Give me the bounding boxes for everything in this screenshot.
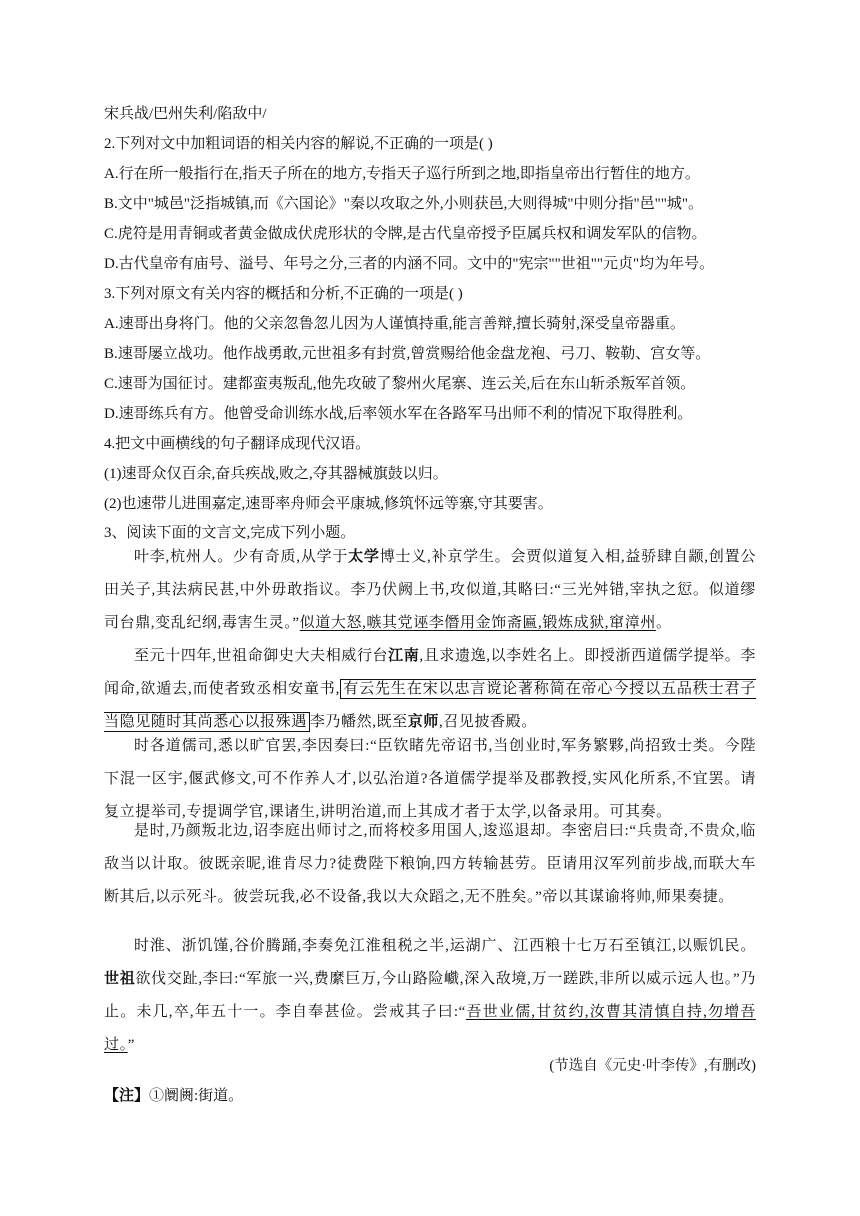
- text-run: ”: [127, 1037, 135, 1053]
- bold-term-shizu: 世祖: [104, 971, 136, 987]
- underlined-sentence-2: 吾世业儒,甘贫约,汝曹其清慎自持,勿增吾过。: [104, 1004, 756, 1053]
- question-3-option-d: D.速哥练兵有方。他曾受命训练水战,后率领水军在各路军马出师不利的情况下取得胜利。: [104, 406, 693, 422]
- passage-paragraph-2: [104, 640, 756, 739]
- question-4-item-2: (2)也速带儿进围嘉定,速哥率舟师会平康城,修筑怀远等寨,守其要害。: [104, 496, 553, 512]
- question-2-option-d: D.古代皇帝有庙号、溢号、年号之分,三者的内涵不同。文中的"宪宗""世祖""元贞"均为年号。: [104, 256, 715, 272]
- annotation-note: [104, 1086, 243, 1106]
- question-4-stem: 4.把文中画横线的句子翻译成现代汉语。: [104, 436, 371, 452]
- passage-paragraph-5: [104, 930, 756, 1062]
- passage-paragraph-4: 是时,乃颜叛北边,诏李庭出师讨之,而将校多用国人,逡巡退却。李密启曰:“兵贵奇,不贵众,临敌当以计取。彼既亲昵,谁肯尽力?徒费陛下粮饷,四方转输甚劳。臣请用汉军列前步战,而联大车断其后,以示死斗。彼尝玩我,必不设备,我以大众蹈之,无不胜矣。”帝以其谋谕将帅,师果奏捷。: [104, 823, 756, 905]
- text-run: 博士义,补京学生。会贾似道复入相,益骄肆自颛,创置公田关子,其法病民甚,中外毋敢指议。李乃伏阙上书,攻似道,其略曰:“三光舛错,宰执之愆。似道缪司台鼎,变乱纪纲,毒害生灵。”: [104, 549, 756, 631]
- text-run: ,且求遗逸,以李姓名上。即授浙西道儒学提举。李闻命,欲遁去,而使者致丞相安童书,: [104, 648, 756, 697]
- boxed-sentence: 有云先生在宋以忠言谠论著称简在帝心今授以五品秩士君子当隐见随时其尚悉心以报殊遇: [104, 681, 756, 730]
- question-3-option-a: A.速哥出身将门。他的父亲忽鲁忽儿因为人谨慎持重,能言善辩,擅长骑射,深受皇帝器重。: [104, 316, 685, 332]
- text-run: 欲伐交趾,李曰:“军旅一兴,费縻巨万,今山路险巇,深入敌境,万一蹉跌,非所以威示远人也。”乃止。未几,卒,年五十一。李自奉甚俭。尝戒其子曰:“: [104, 971, 756, 1020]
- question-2-stem: 2.下列对文中加粗词语的相关内容的解说,不正确的一项是( ): [104, 136, 493, 152]
- text-run: 叶李,杭州人。少有奇质,从学于: [134, 549, 349, 565]
- underlined-sentence-1: 似道大怒,嗾其党诬李僭用金饰斋匾,锻炼成狱,窜漳州: [299, 615, 656, 631]
- question-3-option-b: B.速哥屡立战功。他作战勇敢,元世祖多有封赏,曾赏赐给他金盘龙袍、弓刀、鞍勒、宫女等。: [104, 346, 711, 362]
- passage-paragraph-3: 时各道儒司,悉以旷官罢,李因奏曰:“臣钦睹先帝诏书,当创业时,军务繁夥,尚招致士类。今陛下混一区宇,偃武修文,可不作养人才,以弘治道?各道儒学提举及郡教授,实风化所系,不宜罢。请复立提举司,专提调学官,课诸生,讲明治道,而上其成才者于太学,以备录用。可其奏。: [104, 738, 756, 820]
- note-label: 【注】: [104, 1088, 150, 1104]
- text-run: 李乃幡然,既至: [309, 714, 408, 730]
- section-3-heading: 3、阅读下面的文言文,完成下列小题。: [104, 525, 356, 541]
- answer-fragment-line: 宋兵战/巴州失利/陷敌中/: [104, 106, 267, 122]
- question-2-option-b: B.文中"城邑"泛指城镇,而《六国论》"秦以攻取之外,小则获邑,大则得城"中则分指"邑""城"。: [104, 196, 703, 212]
- text-run: 时淮、浙饥馑,谷价腾踊,李奏免江淮租税之半,运湖广、江西粮十七万石至镇江,以赈饥民。: [134, 938, 756, 954]
- bold-term-jingshi: 京师: [407, 714, 439, 730]
- note-text: ①阛阓:街道。: [149, 1088, 244, 1104]
- question-3-option-c: C.速哥为国征讨。建都蛮夷叛乱,他先攻破了黎州火尾寨、连云关,后在东山斩杀叛军首领。: [104, 376, 696, 392]
- text-run: 。: [655, 615, 672, 631]
- text-run: 至元十四年,世祖命御史大夫相威行台: [134, 648, 389, 664]
- bold-term-taixue: 太学: [348, 549, 380, 565]
- source-citation: (节选自《元史·叶李传》,有删改): [549, 1058, 756, 1074]
- question-3-stem: 3.下列对原文有关内容的概括和分析,不正确的一项是( ): [104, 286, 463, 302]
- bold-term-jiangnan: 江南: [388, 648, 420, 664]
- question-4-item-1: (1)速哥众仅百余,奋兵疾战,败之,夺其器械旗鼓以归。: [104, 466, 448, 482]
- question-2-option-a: A.行在所一般指行在,指天子所在的地方,专指天子巡行所到之地,即指皇帝出行暂住的地方。: [104, 166, 700, 182]
- passage-paragraph-1: [104, 541, 756, 640]
- text-run: ,召见披香殿。: [438, 714, 537, 730]
- question-2-option-c: C.虎符是用青铜或者黄金做成伏虎形状的令牌,是古代皇帝授予臣属兵权和调发军队的信物。: [104, 226, 707, 242]
